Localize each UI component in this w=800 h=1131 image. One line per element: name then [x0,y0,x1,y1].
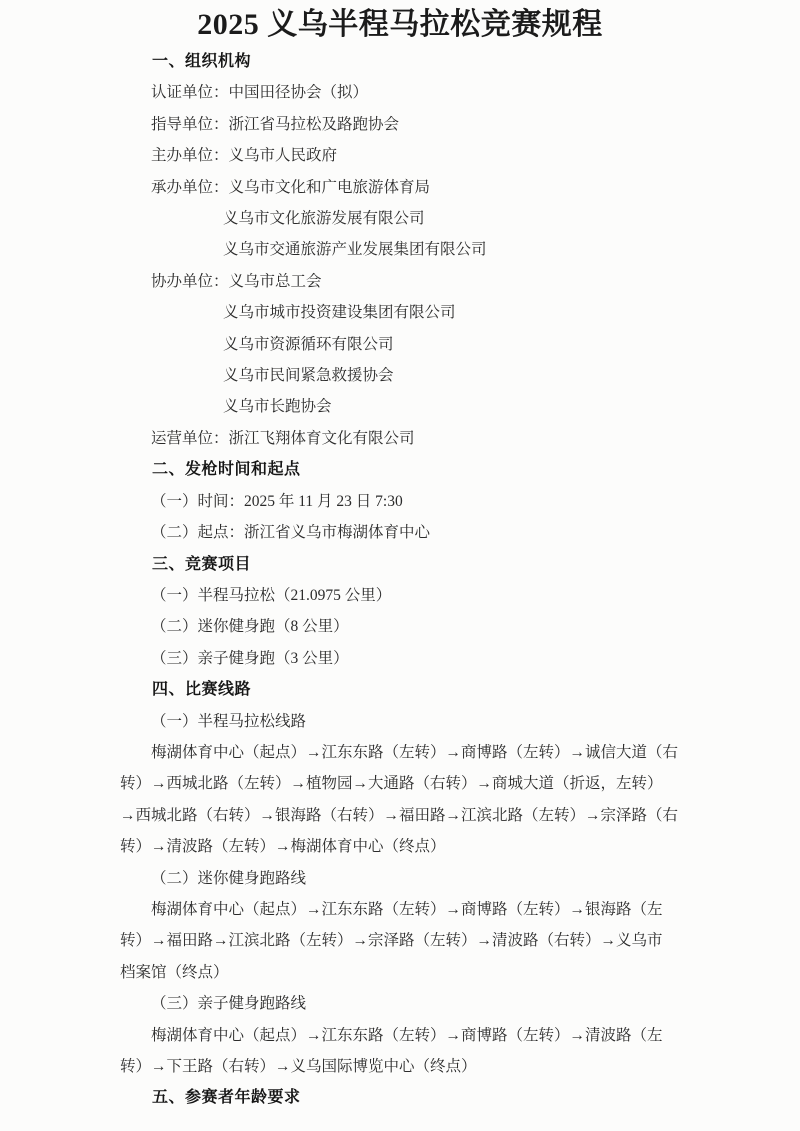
route-line: 转）→西城北路（左转）→植物园→大通路（右转）→商城大道（折返，左转） [120,775,663,793]
organizer-unit-continuation: 义乌市长跑协会 [223,398,332,416]
organizer-label: 主办单位： [151,147,229,165]
organizer-unit-continuation: 义乌市资源循环有限公司 [223,335,394,353]
organizer-unit-continuation: 义乌市城市投资建设集团有限公司 [223,304,456,322]
document-title: 2025 义乌半程马拉松竞赛规程 [197,8,603,41]
route-line: 档案馆（终点） [120,963,229,981]
organizer-unit: 浙江省马拉松及路跑协会 [228,115,400,133]
list-item: （一）半程马拉松（21.0975 公里） [151,586,392,604]
route-subheading: （三）亲子健身跑路线 [151,995,307,1013]
section-heading: 二、发枪时间和起点 [152,461,301,479]
list-item: （三）亲子健身跑（3 公里） [151,649,349,667]
route-line: 梅湖体育中心（起点）→江东东路（左转）→商博路（左转）→诚信大道（右 [151,743,679,761]
document-body [0,46,800,1114]
organizer-row [120,77,682,108]
route-line: 转）→清波路（左转）→梅湖体育中心（终点） [120,838,446,856]
organizer-label: 指导单位： [151,115,229,133]
organizer-row [120,266,682,297]
organizer-label: 承办单位： [151,178,229,196]
section-heading: 三、竞赛项目 [152,555,252,573]
organizer-unit: 浙江飞翔体育文化有限公司 [228,429,415,447]
route-subheading: （一）半程马拉松线路 [151,712,307,730]
organizer-unit-continuation: 义乌市民间紧急救援协会 [223,367,394,385]
route-line: 梅湖体育中心（起点）→江东东路（左转）→商博路（左转）→银海路（左 [151,900,663,918]
list-item: （一）时间：2025 年 11 月 23 日 7:30 [151,492,403,510]
section-heading: 一、组织机构 [152,53,252,70]
organizer-label: 认证单位： [151,84,229,102]
organizer-row [120,140,682,171]
route-subheading: （二）迷你健身跑路线 [151,869,307,887]
route-line: 转）→下王路（右转）→义乌国际博览中心（终点） [120,1058,477,1075]
organizer-unit: 义乌市人民政府 [228,147,338,165]
organizer-unit: 义乌市文化和广电旅游体育局 [228,178,431,196]
section-heading: 四、比赛线路 [152,681,252,699]
organizer-unit-continuation: 义乌市文化旅游发展有限公司 [223,210,425,228]
route-line: →西城北路（右转）→银海路（右转）→福田路→江滨北路（左转）→宗泽路（右 [120,806,679,824]
organizer-unit: 义乌市总工会 [228,272,322,290]
section-heading: 五、参赛者年龄要求 [152,1089,301,1107]
list-item: （二）起点：浙江省义乌市梅湖体育中心 [151,524,431,542]
organizer-unit: 中国田径协会（拟） [228,84,369,102]
organizer-row [120,109,682,140]
route-line: 梅湖体育中心（起点）→江东东路（左转）→商博路（左转）→清波路（左 [151,1026,663,1044]
organizer-label: 协办单位： [151,272,229,290]
list-item: （二）迷你健身跑（8 公里） [151,618,349,636]
organizer-label: 运营单位： [151,429,229,447]
organizer-row [120,172,682,203]
route-line: 转）→福田路→江滨北路（左转）→宗泽路（左转）→清波路（右转）→义乌市 [120,932,663,950]
organizer-row [120,423,682,454]
organizer-unit-continuation: 义乌市交通旅游产业发展集团有限公司 [223,241,487,259]
